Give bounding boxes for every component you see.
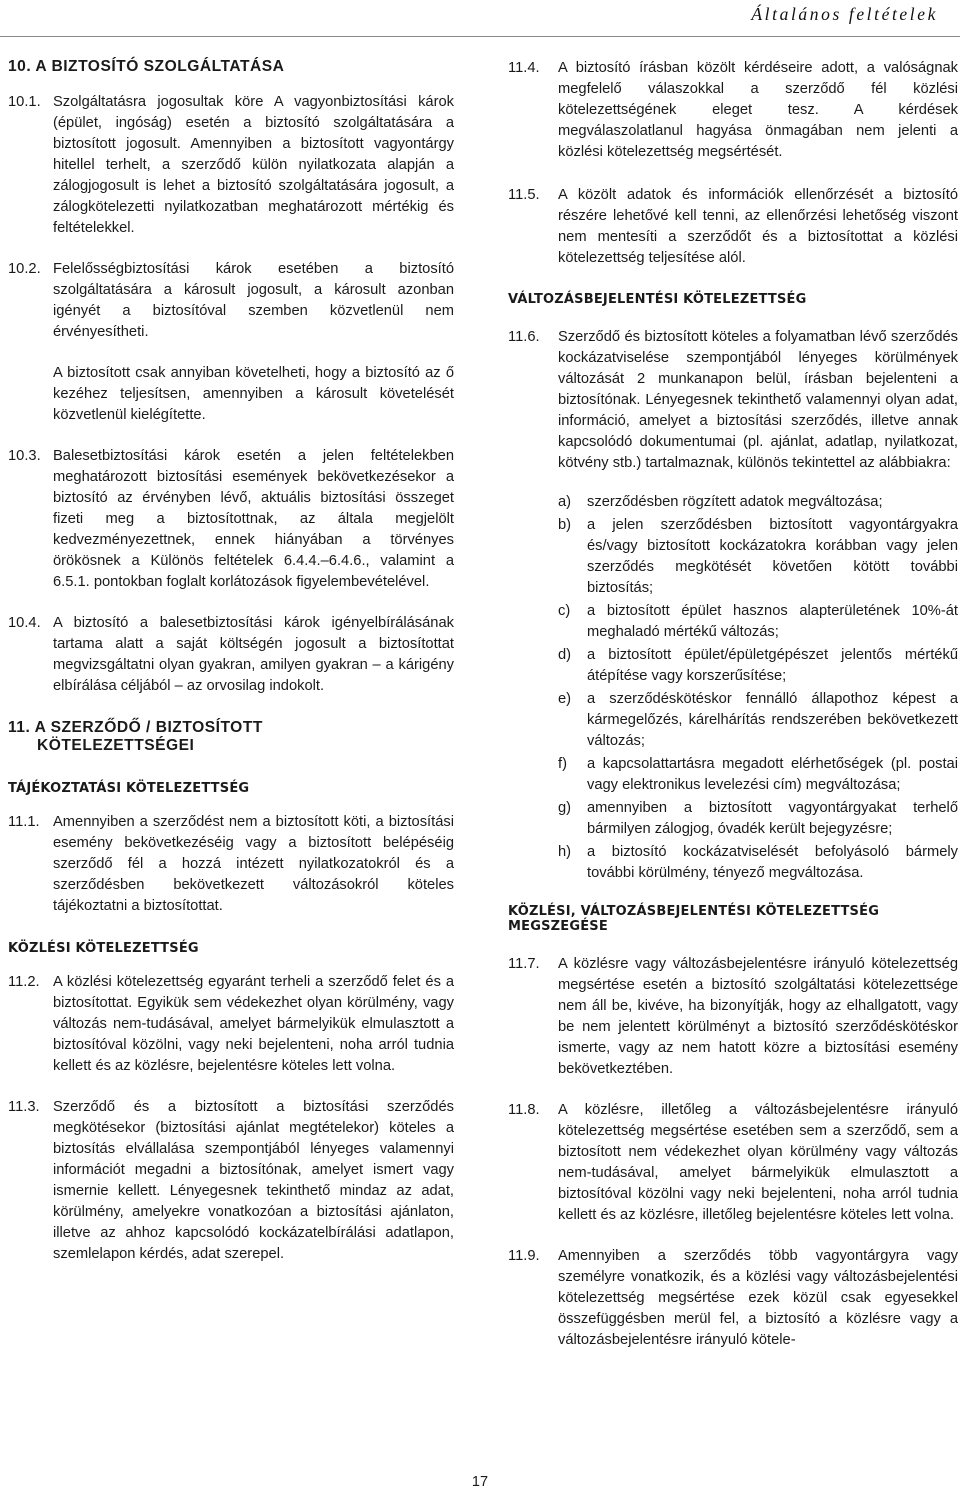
clause-number: 10.4.	[8, 615, 41, 631]
list-item-text: amennyiben a biztosított vagyontárgyakat terhelő bármilyen zálogjog, óvadék került bejegyzésre;	[587, 800, 958, 837]
subheading-valtozas: VÁLTOZÁSBEJELENTÉSI KÖTELEZETTSÉG	[508, 292, 807, 307]
clause-11-8	[508, 1100, 958, 1226]
subheading-kozlesi: KÖZLÉSI KÖTELEZETTSÉG	[8, 941, 199, 956]
list-item	[558, 842, 958, 884]
clause-text: Szerződő és a biztosított a biztosítási szerződés megkötésekor (biztosítási ajánlat megtételekor) köteles a biztosítás elvállalása szempontjából lényeges valamennyi információt megadni a biztosítónak, amelyet ismert vagy ismernie kellett. Lényegesnek tekinthető mindaz az adat, körülmény, amelyekre vonatkozóan a biztosítási ajánlaton, illetve az ahhoz kapcsolódó kockázatelbírálási adatlapon, szemlelapon kérdés, adat szerepel.	[53, 1099, 454, 1262]
clause-11-9	[508, 1246, 958, 1351]
clause-number: 11.2.	[8, 974, 40, 990]
clause-text: A közlési kötelezettség egyaránt terheli a szerződő felet és a biztosítottat. Egyikük sem védekezhet olyan körülmény, vagy változás nem-tudásával, amelyet bármelyikük elmulasztott a biztosítóval közölni, vagy neki bejelenteni, noha arról tudnia kellett és az közlésre, bejelentésre köteles lett volna.	[53, 974, 454, 1074]
clause-11-6	[508, 327, 958, 884]
list-item-label: d)	[558, 647, 572, 663]
clause-11-5	[508, 185, 958, 269]
subheading-tajekoztatasi: TÁJÉKOZTATÁSI KÖTELEZETTSÉG	[8, 781, 250, 796]
right-column	[508, 58, 958, 1351]
clause-paragraph: Szolgáltatásra jogosultak köre A vagyonbiztosítási károk (épület, ingóság) esetén a biztosító szolgáltatására a biztosított jogosult. Amennyiben a biztosított vagyontárgy hitellel terhelt, a szerződő külön nyilatkozata alapján a zálogjogosult is lehet a biztosító szolgáltatására jogosult, a zálogkötelezetti nyilatkozatban meghatározott mértékig és feltételekkel.	[53, 94, 454, 236]
clause-11-2	[8, 972, 454, 1077]
list-item-text: a jelen szerződésben biztosított vagyontárgyakra és/vagy biztosított kockázatokra korábban vagy jelen szerződés megkötését követően kötött további biztosítás;	[587, 517, 958, 596]
list-item	[558, 601, 958, 643]
clause-text: Amennyiben a szerződést nem a biztosított köti, a biztosítási esemény bekövetkezéséig vagy a biztosított belépéséig szerződő fél a hozzá intézett nyilatkozatokról és a szerződésben bekövetkezett változásokról köteles tájékoztatni a biztosítottat.	[53, 814, 454, 914]
list-item	[558, 754, 958, 796]
list-item-label: f)	[558, 756, 567, 772]
clause-number: 11.6.	[508, 329, 540, 345]
change-list	[558, 492, 958, 884]
list-item-text: szerződésben rögzített adatok megváltozása;	[587, 494, 883, 510]
left-column	[8, 58, 454, 1265]
clause-text	[53, 259, 454, 426]
clause-number: 11.8.	[508, 1102, 540, 1118]
clause-number: 11.1.	[8, 814, 40, 830]
clause-paragraph: Balesetbiztosítási károk esetén a jelen feltételekben meghatározott biztosítási események bekövetkezésekor a biztosító az érvényben lévő, aktuális biztosítási összeget fizeti meg a biztosítottnak, az általa megjelölt kedvezményezettnek, ennek hiányában a törvényes örökösnek a Különös feltételek 6.4.4.–6.4.6., valamint a 6.5.1. pontokban foglalt korlátozások figyelembevételével.	[53, 448, 454, 590]
clause-number: 11.9.	[508, 1248, 540, 1264]
clause-number: 11.5.	[508, 187, 540, 203]
header-rule	[0, 36, 960, 37]
clause-paragraph: A biztosító a balesetbiztosítási károk igényelbírálásának tartama alatt a saját költségén jogosult a biztosítottat megvizsgáltatni olyan gyakran, amilyen gyakran – a kárigény elbírálása céljából – az orvosilag indokolt.	[53, 615, 454, 694]
page-number: 17	[471, 1474, 489, 1490]
list-item-label: b)	[558, 517, 572, 533]
clause-text: A közlésre vagy változásbejelentésre irányuló kötelezettség megsértése esetén a biztosító szolgáltatási kötelezettsége nem áll be, kivéve, ha bizonyítják, hogy az elhallgatott, vagy be nem jelentett körülményt a biztosító szerződéskötéskor ismerte, vagy az nem hatott közre a biztosítási esemény bekövetkeztében.	[558, 956, 958, 1077]
clause-number: 10.1.	[8, 94, 41, 110]
clause-number: 11.7.	[508, 956, 540, 972]
clause-paragraph: A biztosított csak annyiban követelheti, hogy a biztosító az ő kezéhez teljesítsen, amennyiben a károsult követelését közvetlenül kielégítette.	[53, 365, 454, 423]
clause-10-4	[8, 613, 454, 697]
clause-number: 11.4.	[508, 60, 540, 76]
clause-text: A közlésre, illetőleg a változásbejelentésre irányuló kötelezettség megsértése esetében sem a szerződő, sem a biztosított nem védekezhet olyan körülmény vagy változás nem-tudásával, amelyet bármelyikük elmulasztott a biztosítóval közölni vagy neki bejelenteni, noha arról tudnia kellett és az közlésre, illetőleg bejelentésre köteles lett volna.	[558, 1102, 958, 1223]
clause-text: Amennyiben a szerződés több vagyontárgyra vagy személyre vonatkozik, és a közlési vagy változásbejelentési kötelezettség megsértése ezek közül csak egyesekkel összefüggésben merül fel, a biztosító a közlésre vagy a változásbejelentésre irányuló kötele-	[558, 1248, 958, 1348]
section-11-heading	[8, 719, 454, 755]
list-item-text: a kapcsolattartásra megadott elérhetőségek (pl. postai vagy elektronikus levelezési cím) megváltozása;	[587, 756, 958, 793]
list-item	[558, 645, 958, 687]
list-item-text: a biztosított épület hasznos alapterületének 10%-át meghaladó mértékű változás;	[587, 603, 958, 640]
clause-10-1	[8, 92, 454, 239]
clause-11-1	[8, 812, 454, 917]
subheading-szegese: KÖZLÉSI, VÁLTOZÁSBEJELENTÉSI KÖTELEZETTSÉG MEGSZEGÉSE	[508, 904, 880, 934]
section-11-heading-line2: KÖTELEZETTSÉGEI	[37, 737, 195, 754]
clause-text	[558, 327, 958, 884]
list-item-label: a)	[558, 494, 572, 510]
clause-text: A biztosító írásban közölt kérdéseire adott, a valóságnak megfelelő válaszokkal a szerződő fél közlési kötelezettségének eleget tesz. A kérdések megválaszolatlanul hagyása önmagában nem jelenti a közlési kötelezettség megsértését.	[558, 60, 958, 160]
section-11-heading-line1: 11. A SZERZŐDŐ / BIZTOSÍTOTT	[8, 719, 263, 736]
list-item-text: a biztosított épület/épületgépészet jelentős mértékű átépítése vagy korszerűsítése;	[587, 647, 958, 684]
clause-11-7	[508, 954, 958, 1080]
clause-text	[53, 446, 454, 593]
list-item-label: g)	[558, 800, 572, 816]
list-item	[558, 515, 958, 599]
clause-text: A közölt adatok és információk ellenőrzését a biztosító részére lehetővé kell tenni, az ellenőrzési lehetőség viszont nem mentesíti a szerződőt és a biztosítottat a közlési kötelezettség teljesítése alól.	[558, 187, 958, 266]
clause-10-2	[8, 259, 454, 426]
list-item-label: h)	[558, 844, 572, 860]
list-item	[558, 689, 958, 752]
clause-number: 10.2.	[8, 261, 41, 277]
clause-10-3	[8, 446, 454, 593]
list-item-label: e)	[558, 691, 572, 707]
clause-paragraph: Felelősségbiztosítási károk esetében a biztosító szolgáltatására a károsult jogosult, a károsult azonban igényét a biztosítóval szemben közvetlenül nem érvényesítheti.	[53, 261, 454, 340]
section-10-heading: 10. A BIZTOSÍTÓ SZOLGÁLTATÁSA	[8, 58, 285, 75]
list-item-text: a szerződéskötéskor fennálló állapothoz képest a kármegelőzés, kárelhárítás rendszerében bekövetkezett változás;	[587, 691, 958, 749]
clause-text	[53, 92, 454, 239]
clause-text	[53, 613, 454, 697]
section-10-items	[8, 92, 454, 697]
list-item-text: a biztosító kockázatviselését befolyásoló bármely további körülmény, tényező megváltozása.	[587, 844, 958, 881]
clause-11-3	[8, 1097, 454, 1265]
list-item	[558, 492, 958, 513]
list-item-label: c)	[558, 603, 571, 619]
clause-11-4	[508, 58, 958, 163]
clause-number: 10.3.	[8, 448, 41, 464]
clause-intro: Szerződő és biztosított köteles a folyamatban lévő szerződés kockázatviselése szempontjából lényeges körülmények változását 2 munkanapon belül, írásban bejelenteni a biztosítónak. Lényegesnek tekinthető valamennyi olyan adat, információ, amelyet a biztosítási szerződés, illetve annak kapcsolódó dokumentumai (pl. ajánlat, adatlap, nyilatkozat, kötvény stb.) tartalmaznak, különös tekintettel az alábbiakra:	[558, 329, 958, 471]
list-item	[558, 798, 958, 840]
running-header: Általános feltételek	[751, 4, 938, 24]
clause-number: 11.3.	[8, 1099, 40, 1115]
